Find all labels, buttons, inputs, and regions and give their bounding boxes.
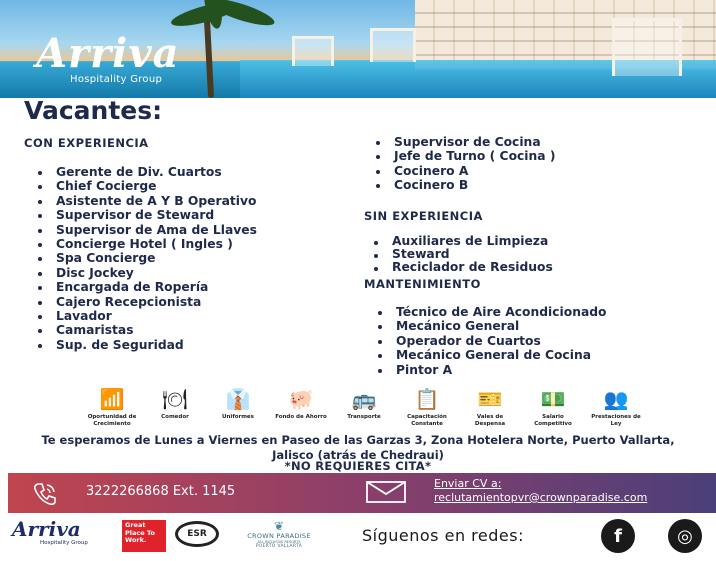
follow-label: Síguenos en redes: (362, 526, 524, 545)
list-item: Asistente de A Y B Operativo (32, 194, 257, 208)
list-sin-experiencia (368, 235, 553, 274)
footer-arriva-logo (12, 518, 88, 546)
benefit-item (84, 386, 140, 432)
email-link[interactable]: reclutamientopvr@crownparadise.com (434, 491, 648, 504)
great-place-to-work-logo: Great Place To Work. (122, 520, 166, 552)
arriva-logo (36, 30, 180, 85)
uniform-icon: 👔 (225, 387, 251, 411)
heading-sin-experiencia: SIN EXPERIENCIA (364, 209, 483, 223)
list-item: Operador de Cuartos (372, 334, 607, 348)
list-item: Mecánico General de Cocina (372, 348, 607, 362)
no-appointment-note: *NO REQUIERES CITA* (284, 459, 432, 473)
list-item: Cajero Recepcionista (32, 295, 257, 309)
page-title: Vacantes: (24, 96, 163, 125)
benefit-label: Prestaciones de Ley (591, 414, 641, 427)
list-item: Lavador (32, 309, 257, 323)
benefit-item (588, 386, 644, 432)
cv-label: Enviar CV a: (434, 477, 502, 490)
list-item: Cocinero B (370, 178, 555, 192)
list-item: Pintor A (372, 363, 607, 377)
list-item: Supervisor de Steward (32, 208, 257, 222)
salary-icon: 💵 (540, 387, 566, 411)
hero-banner (0, 0, 716, 98)
benefits-row (84, 386, 644, 432)
heading-mantenimiento: MANTENIMIENTO (364, 277, 481, 291)
list-item: Cocinero A (370, 164, 555, 178)
crown-mark-icon: ❦ (273, 519, 285, 533)
benefit-item (336, 386, 392, 432)
benefits-people-icon: 👥 (603, 387, 629, 411)
list-item: Camaristas (32, 323, 257, 337)
benefit-label: Fondo de Ahorro (275, 414, 327, 420)
list-item: Encargada de Ropería (32, 280, 257, 294)
list-item: Gerente de Div. Cuartos (32, 165, 257, 179)
esr-logo: ESR (175, 521, 219, 547)
benefit-label: Capacitación Constante (407, 414, 447, 427)
list-con-experiencia (32, 165, 257, 352)
piggy-bank-icon: 🐖 (288, 387, 314, 411)
facebook-icon[interactable]: f (601, 519, 635, 553)
benefit-label: Salario Competitivo (534, 414, 572, 427)
contact-bar (8, 473, 716, 513)
benefit-label: Oportunidad de Crecimiento (87, 414, 137, 427)
benefit-label: Comedor (161, 414, 189, 420)
list-mantenimiento (372, 305, 607, 377)
benefit-item (462, 386, 518, 432)
list-item: Concierge Hotel ( Ingles ) (32, 237, 257, 251)
schedule-info: Te esperamos de Lunes a Viernes en Paseo de las Garzas 3, Zona Hotelera Norte, Puerto Vallarta, Jalisco (atrás de Chedraui) (41, 433, 675, 462)
benefit-label: Uniformes (222, 414, 254, 420)
crown-city: PUERTO VALLARTA (255, 544, 303, 549)
list-item: Técnico de Aire Acondicionado (372, 305, 607, 319)
list-item: Auxiliares de Limpieza (368, 235, 553, 248)
phone-number[interactable]: 3222266868 Ext. 1145 (86, 484, 236, 499)
benefit-item (399, 386, 455, 432)
brand-name: Arriva (36, 30, 180, 77)
benefit-item (525, 386, 581, 432)
bus-icon: 🚌 (351, 387, 377, 411)
footer-brand-tagline: Hospitality Group (40, 540, 88, 546)
dining-icon: 🍽 (162, 387, 188, 411)
voucher-icon: 🎫 (477, 387, 503, 411)
footer-brand-name: Arriva (12, 517, 81, 541)
list-item: Reciclador de Residuos (368, 261, 553, 274)
benefit-label: Transporte (347, 414, 381, 420)
benefit-item (273, 386, 329, 432)
list-item: Chief Cocierge (32, 179, 257, 193)
benefit-item (147, 386, 203, 432)
benefit-item (210, 386, 266, 432)
brand-tagline: Hospitality Group (70, 74, 163, 85)
list-item: Sup. de Seguridad (32, 338, 257, 352)
cabana (292, 36, 334, 66)
crown-sub: ALL INCLUSIVE RESORTS (257, 540, 301, 544)
list-item: Steward (368, 248, 553, 261)
list-item: Supervisor de Cocina (370, 135, 555, 149)
cabana (370, 28, 416, 62)
mail-icon (366, 481, 406, 503)
list-item: Disc Jockey (32, 266, 257, 280)
footer (0, 513, 716, 561)
growth-icon: 📶 (99, 387, 125, 411)
list-item: Mecánico General (372, 319, 607, 333)
crown-paradise-logo (244, 520, 314, 549)
list-cocina (370, 135, 555, 193)
training-icon: 📋 (414, 387, 440, 411)
cabana (612, 18, 682, 76)
heading-con-experiencia: CON EXPERIENCIA (24, 136, 149, 150)
list-item: Jefe de Turno ( Cocina ) (370, 149, 555, 163)
benefit-label: Vales de Despensa (474, 414, 506, 427)
crown-name: CROWN PARADISE (247, 532, 311, 540)
list-item: Supervisor de Ama de Llaves (32, 223, 257, 237)
instagram-icon[interactable]: ◎ (668, 519, 702, 553)
phone-icon (32, 481, 58, 507)
list-item: Spa Concierge (32, 251, 257, 265)
